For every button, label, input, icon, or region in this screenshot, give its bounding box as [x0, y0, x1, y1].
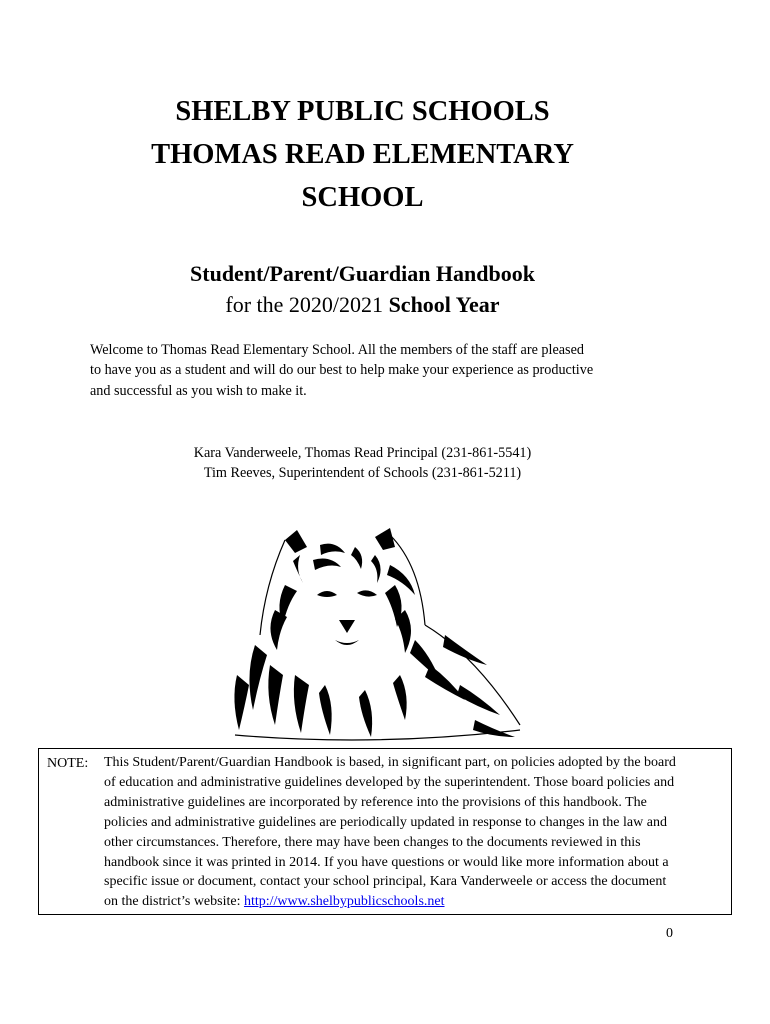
note-line: specific issue or document, contact your school principal, Kara Vanderweele or access the document: [104, 874, 667, 890]
page-number: 0: [666, 926, 673, 941]
note-label: NOTE:: [47, 756, 89, 771]
title-line-2: THOMAS READ ELEMENTARY: [151, 139, 574, 170]
tiger-illustration-icon: [225, 525, 525, 750]
note-website-prefix: on the district’s website:: [104, 894, 241, 910]
welcome-line: and successful as you wish to make it.: [90, 382, 307, 399]
school-year-prefix: for the 2020/2021: [225, 292, 384, 317]
title-line-1: SHELBY PUBLIC SCHOOLS: [175, 96, 550, 127]
note-line: handbook since it was printed in 2014. If you have questions or would like more information about a: [104, 854, 669, 870]
handbook-subtitle: [90, 258, 635, 320]
handbook-title: Student/Parent/Guardian Handbook: [190, 261, 535, 286]
welcome-paragraph: [90, 340, 650, 401]
note-line: This Student/Parent/Guardian Handbook is based, in significant part, on policies adopted by the board: [104, 755, 676, 770]
document-title: [90, 90, 635, 219]
note-line: other circumstances. Therefore, there may have been changes to the documents reviewed in this: [104, 834, 641, 850]
district-website-link[interactable]: http://www.shelbypublicschools.net: [243, 894, 445, 910]
principal-contact: Kara Vanderweele, Thomas Read Principal (231-861-5541): [193, 445, 532, 461]
welcome-line: to have you as a student and will do our best to help make your experience as productive: [90, 362, 594, 379]
superintendent-contact: Tim Reeves, Superintendent of Schools (231-861-5211): [203, 465, 522, 481]
school-year-suffix: School Year: [388, 292, 500, 317]
note-line: policies and administrative guidelines are periodically updated in response to changes in the law and: [104, 814, 667, 830]
note-line: of education and administrative guidelines developed by the superintendent. Those board policies and: [104, 774, 675, 790]
welcome-line: Welcome to Thomas Read Elementary School. All the members of the staff are pleased: [90, 342, 584, 358]
note-box: [38, 748, 732, 915]
school-year-line: [90, 289, 635, 320]
contact-list: [90, 443, 635, 483]
note-last-line: [104, 892, 729, 912]
note-line: administrative guidelines are incorporated by reference into the provisions of this handbook. The: [104, 794, 647, 810]
note-text: [104, 753, 729, 912]
title-line-3: SCHOOL: [301, 182, 424, 213]
